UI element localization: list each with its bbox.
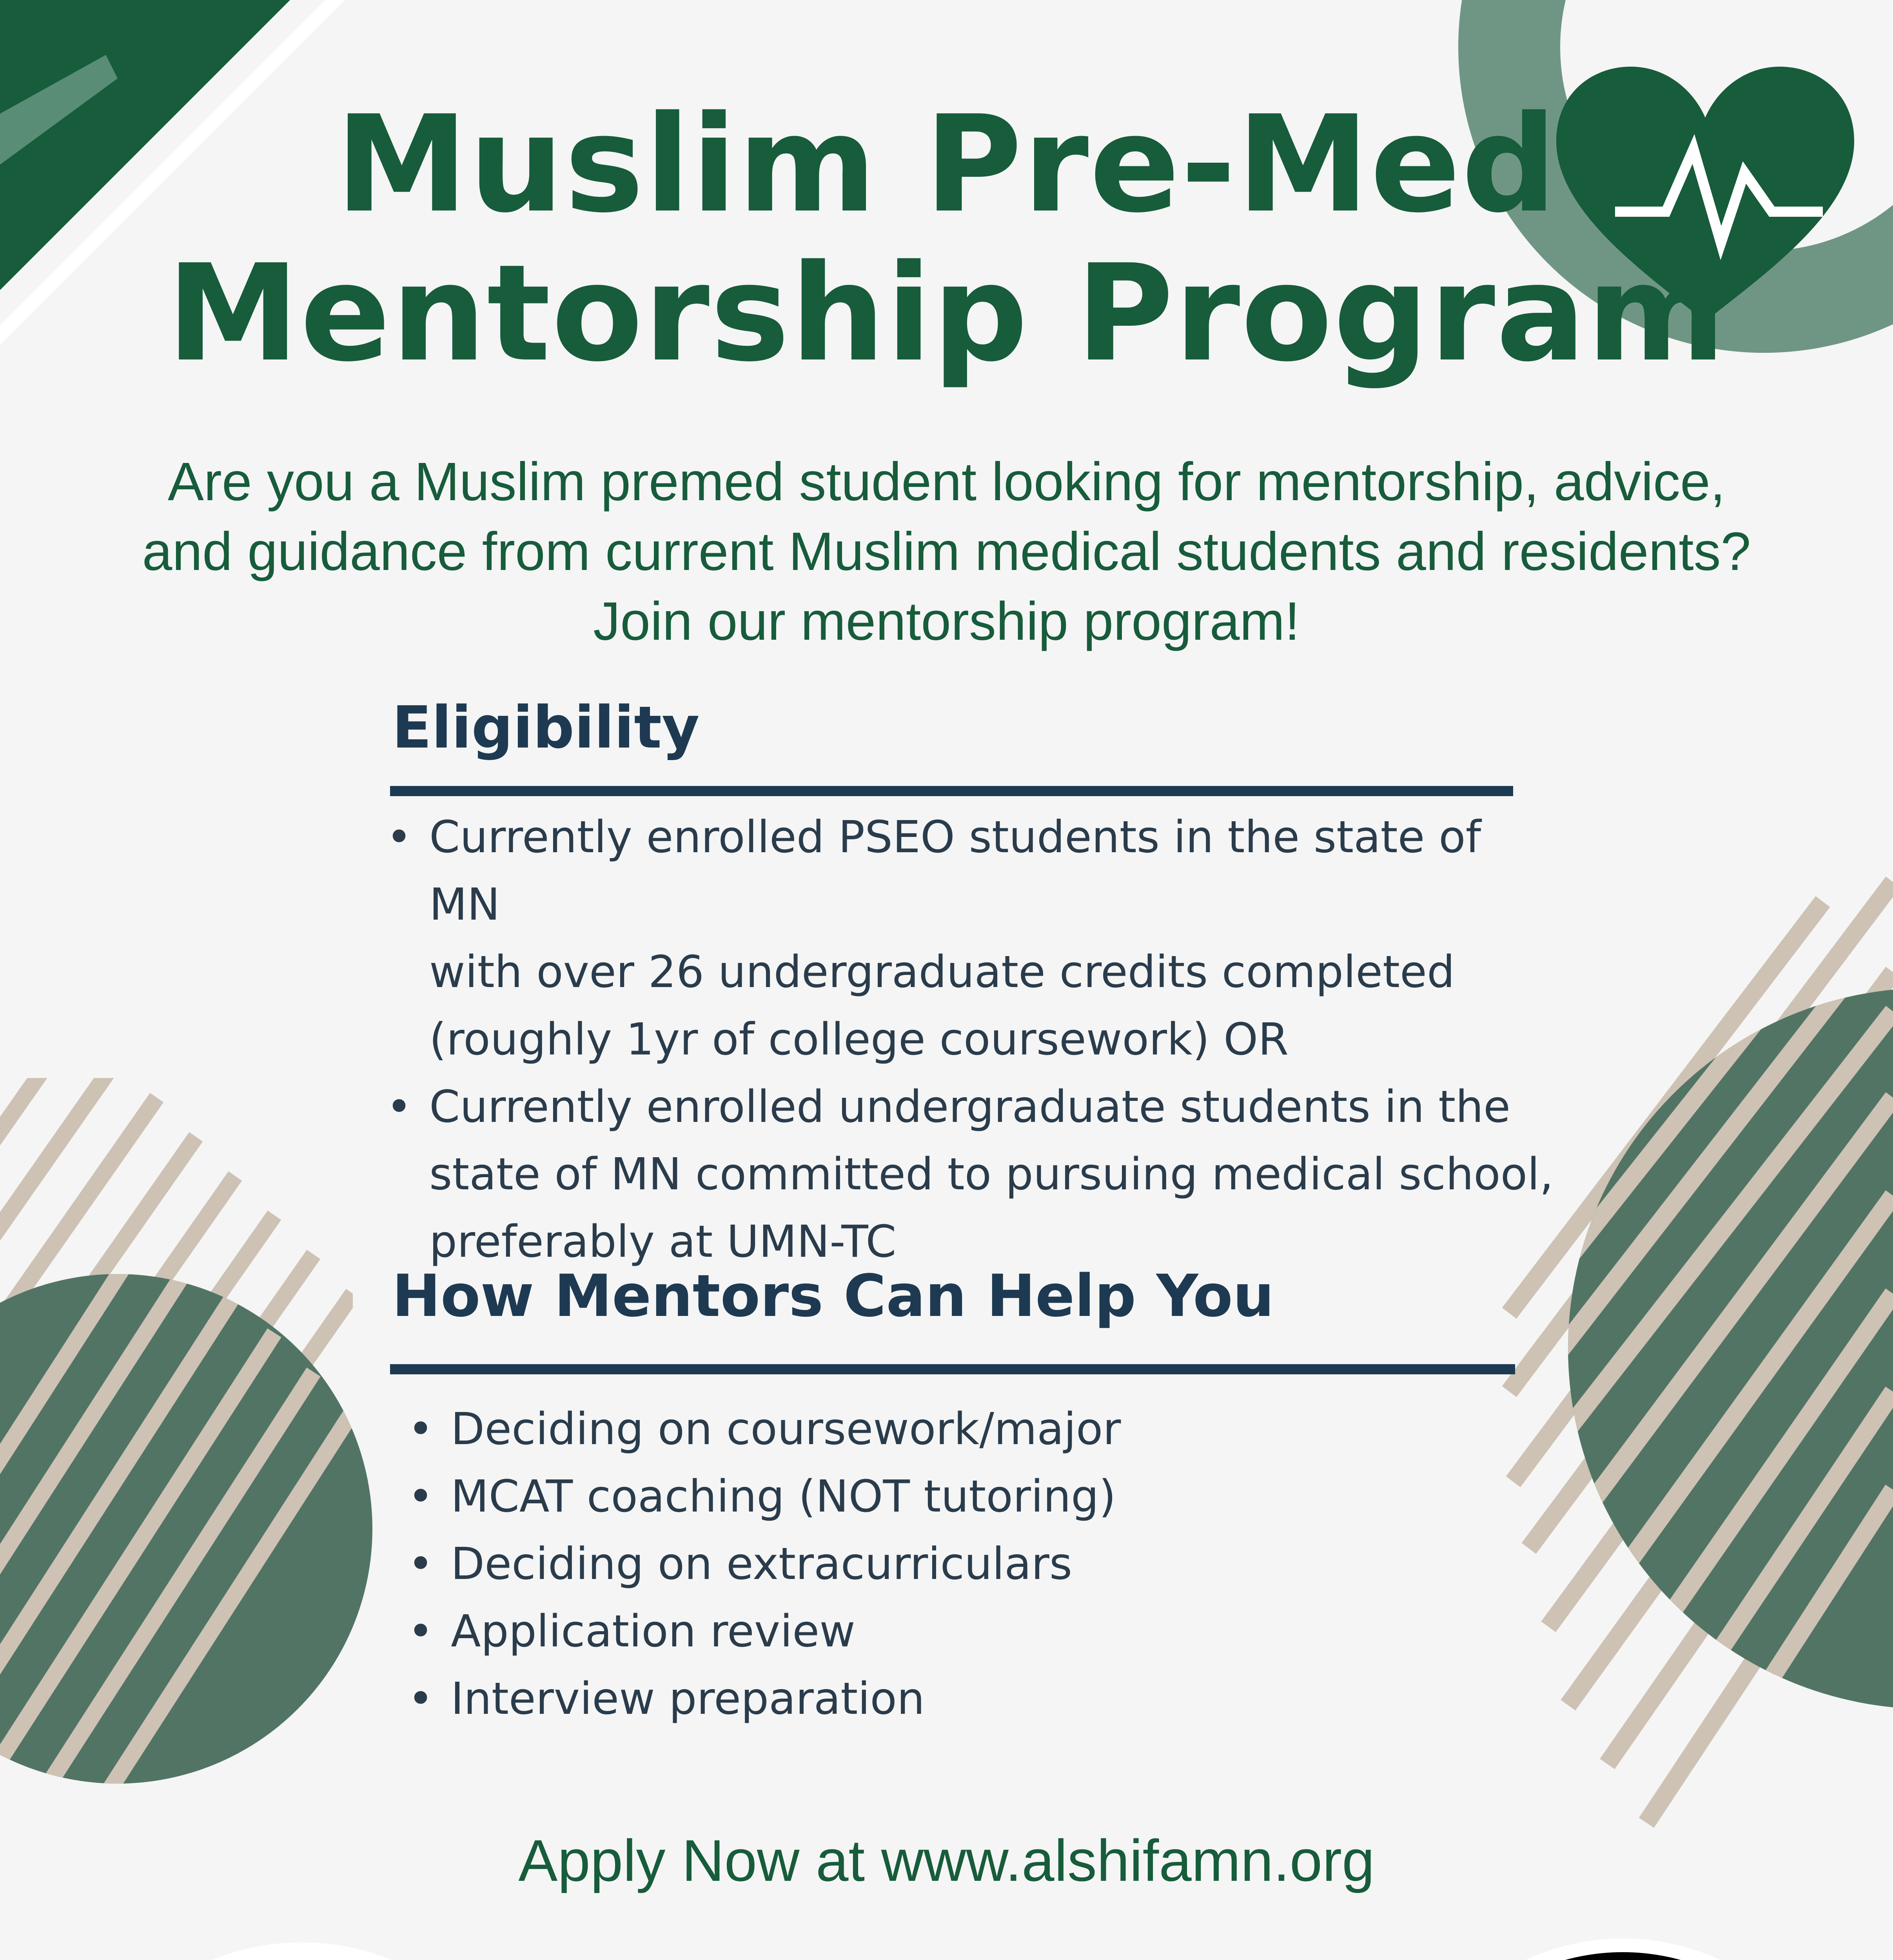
- intro-text: [78, 447, 1815, 656]
- bullet: •: [408, 1471, 434, 1522]
- title-line: Muslim Pre-Med: [335, 87, 1558, 242]
- list-item-text: Interview preparation: [451, 1673, 925, 1724]
- page-title: [0, 87, 1893, 391]
- list-item: [408, 1665, 1427, 1733]
- list-item: [386, 1073, 1562, 1276]
- help-rule: [390, 1364, 1515, 1374]
- bullet: •: [408, 1606, 434, 1657]
- list-item-text: MCAT coaching (NOT tutoring): [451, 1471, 1116, 1522]
- help-heading: How Mentors Can Help You: [392, 1262, 1274, 1330]
- alshifa-clinic-logo: [65, 1942, 539, 1960]
- list-item: [386, 804, 1562, 1073]
- list-item-text: Application review: [451, 1606, 855, 1657]
- list-item-line: Currently enrolled PSEO students in the state of MN: [429, 812, 1481, 930]
- list-item: [408, 1463, 1427, 1530]
- bullet: •: [386, 1082, 412, 1132]
- list-item-line: Currently enrolled undergraduate students in the: [429, 1082, 1511, 1132]
- intro-line: and guidance from current Muslim medical students and residents?: [142, 521, 1751, 582]
- eligibility-heading: Eligibility: [392, 694, 700, 761]
- eligibility-rule: [390, 786, 1513, 796]
- list-item-line: with over 26 undergraduate credits completed: [429, 947, 1455, 998]
- list-item: [408, 1530, 1427, 1598]
- list-item-text: Deciding on coursework/major: [451, 1404, 1121, 1455]
- list-item-line: preferably at UMN-TC: [429, 1216, 897, 1267]
- intro-line: Are you a Muslim premed student looking for mentorship, advice,: [167, 452, 1726, 512]
- bullet: •: [408, 1404, 434, 1455]
- list-item-text: Deciding on extracurriculars: [451, 1539, 1073, 1590]
- eligibility-list: [386, 804, 1562, 1276]
- help-list: [408, 1396, 1427, 1733]
- intro-line: Join our mentorship program!: [593, 591, 1300, 652]
- apply-link-text[interactable]: Apply Now at www.alshifamn.org: [518, 1828, 1375, 1893]
- bullet: •: [386, 812, 412, 863]
- list-item: [408, 1396, 1427, 1463]
- list-item-line: state of MN committed to pursuing medical school,: [429, 1149, 1554, 1200]
- bullet: •: [408, 1673, 434, 1724]
- list-item-line: (roughly 1yr of college coursework) OR: [429, 1014, 1289, 1065]
- title-line: Mentorship Program: [167, 236, 1726, 391]
- muslim-premedical-association-logo: [1392, 1938, 1854, 1960]
- list-item: [408, 1598, 1427, 1665]
- bullet: •: [408, 1539, 434, 1590]
